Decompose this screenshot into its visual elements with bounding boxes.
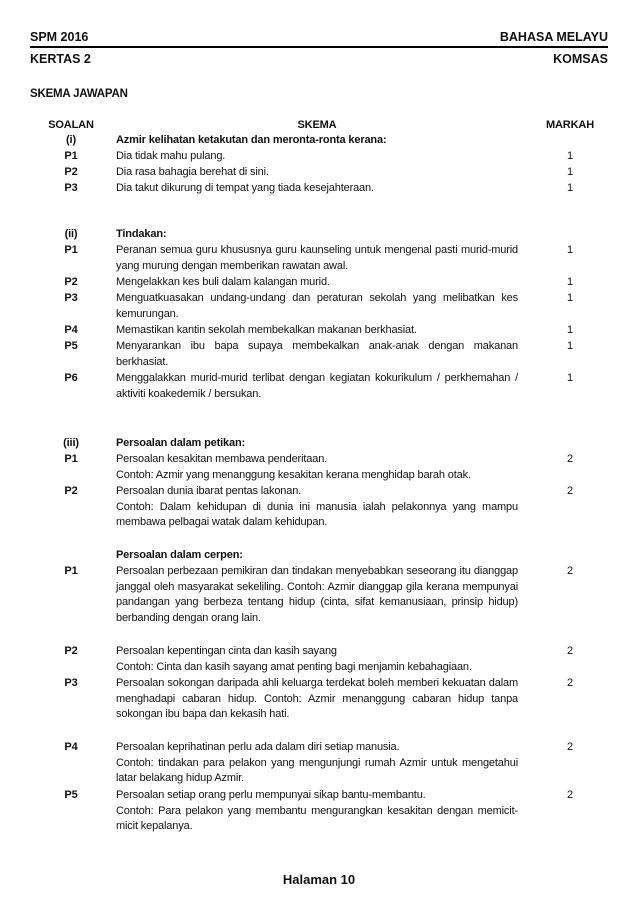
item-label: P4 — [64, 741, 78, 753]
item-mark: 2 — [567, 565, 573, 577]
column-markah: MARKAH — [546, 119, 594, 131]
item-text — [116, 644, 518, 675]
column-soalan: SOALAN — [48, 119, 94, 131]
item-label: P3 — [64, 182, 78, 194]
item-text: Menggalakkan murid-murid terlibat dengan kegiatan kokurikulum / perkhemahan / aktiviti koakedemik / bersukan. — [116, 372, 518, 400]
item-statement: Persoalan keprihatinan perlu ada dalam diri setiap manusia. — [116, 741, 400, 753]
item-mark: 1 — [567, 182, 573, 194]
item-label: P2 — [64, 276, 78, 288]
item-mark: 2 — [567, 789, 573, 801]
item-statement: Persoalan sokongan daripada ahli keluarga terdekat boleh memberi kekuatan dalam menghadapi cabaran hidup. — [116, 677, 518, 705]
item-mark: 1 — [567, 340, 573, 352]
item-statement: Persoalan kepentingan cinta dan kasih sayang — [116, 645, 337, 657]
item-example: Contoh: Azmir dianggap gila kerana mempunyai pandangan yang berbeza tentang hidup (cinta, sifat kemanusiaan, prinsip hidup) berbanding dengan orang lain. — [116, 580, 519, 624]
item-text — [116, 788, 518, 835]
item-statement: Persoalan dunia ibarat pentas lakonan. — [116, 485, 302, 497]
section-ii-label: (ii) — [64, 228, 78, 240]
item-text — [116, 452, 518, 483]
item-mark: 2 — [567, 453, 573, 465]
item-label: P5 — [64, 340, 78, 352]
item-label: P2 — [64, 485, 78, 497]
item-text: Memastikan kantin sekolah membekalkan makanan berkhasiat. — [116, 324, 417, 336]
header-row-1 — [30, 30, 608, 44]
item-label: P3 — [64, 292, 78, 304]
header-paper: KERTAS 2 — [30, 52, 91, 66]
item-text — [116, 676, 518, 723]
item-label: P1 — [64, 453, 78, 465]
item-mark: 1 — [567, 166, 573, 178]
header-divider — [30, 46, 608, 48]
item-mark: 1 — [567, 150, 573, 162]
item-statement: Persoalan kesakitan membawa penderitaan. — [116, 453, 328, 465]
item-mark: 2 — [567, 677, 573, 689]
item-mark: 1 — [567, 292, 573, 304]
item-text — [116, 740, 518, 787]
section-ii-heading: Tindakan: — [116, 228, 167, 240]
item-statement: Persoalan perbezaan pemikiran dan tindakan menyebabkan seseorang itu dianggap janggal oleh masyarakat sekeliling. — [116, 565, 518, 593]
item-text: Menguatkuasakan undang-undang dan peraturan sekolah yang melibatkan kes kemurungan. — [116, 292, 518, 320]
section-i-heading: Azmir kelihatan ketakutan dan meronta-ronta kerana: — [116, 134, 387, 146]
item-example: Contoh: Para pelakon yang membantu mengurangkan kesakitan dengan memicit-micit kepalanya. — [116, 804, 518, 833]
item-mark: 2 — [567, 645, 573, 657]
item-example: Contoh: Azmir menanggung cabaran hidup tanpa sokongan ibu bapa dan kekasih hati. — [116, 692, 518, 721]
item-text — [116, 484, 518, 531]
item-example: Contoh: Cinta dan kasih sayang amat penting bagi menjamin kebahagiaan. — [116, 660, 472, 673]
item-label: P1 — [64, 150, 78, 162]
item-mark: 1 — [567, 244, 573, 256]
item-statement: Persoalan setiap orang perlu mempunyai sikap bantu-membantu. — [116, 789, 426, 801]
column-skema: SKEMA — [297, 119, 337, 131]
item-example: Contoh: Azmir yang menanggung kesakitan kerana menghidap barah otak. — [116, 468, 471, 481]
subsection-heading: Persoalan dalam cerpen: — [116, 549, 243, 561]
item-text: Mengelakkan kes buli dalam kalangan murid. — [116, 276, 330, 288]
item-text: Peranan semua guru khususnya guru kaunseling untuk mengenal pasti murid-murid yang murung dengan memberikan rawatan awal. — [116, 244, 518, 272]
header-subject: BAHASA MELAYU — [499, 30, 608, 44]
item-text — [116, 564, 518, 626]
item-mark: 1 — [567, 372, 573, 384]
item-label: P2 — [64, 166, 78, 178]
item-text: Menyarankan ibu bapa supaya membekalkan anak-anak dengan makanan berkhasiat. — [116, 340, 518, 368]
item-label: P6 — [64, 372, 78, 384]
item-label: P2 — [64, 645, 78, 657]
page-number: Halaman 10 — [282, 872, 356, 887]
item-label: P1 — [64, 244, 78, 256]
item-text: Dia tidak mahu pulang. — [116, 150, 226, 162]
section-iii-label: (iii) — [63, 437, 79, 449]
item-mark: 1 — [567, 324, 573, 336]
header-component: KOMSAS — [553, 52, 608, 66]
section-iii-heading: Persoalan dalam petikan: — [116, 437, 246, 449]
item-label: P1 — [64, 565, 78, 577]
item-text: Dia takut dikurung di tempat yang tiada kesejahteraan. — [116, 182, 374, 194]
item-mark: 2 — [567, 485, 573, 497]
item-mark: 1 — [567, 276, 573, 288]
item-label: P3 — [64, 677, 78, 689]
header-exam-year: SPM 2016 — [30, 30, 89, 44]
item-text: Dia rasa bahagia berehat di sini. — [116, 166, 269, 178]
header-row-2 — [30, 52, 608, 66]
item-mark: 2 — [567, 741, 573, 753]
item-label: P5 — [64, 789, 78, 801]
page-title: SKEMA JAWAPAN — [30, 88, 128, 100]
section-i-label: (i) — [66, 134, 76, 146]
item-example: Contoh: Dalam kehidupan di dunia ini manusia ialah pelakonnya yang mampu membawa pelbagai watak dalam kehidupan. — [116, 500, 518, 529]
item-example: Contoh: tindakan para pelakon yang mengunjungi rumah Azmir untuk mengetahui latar belakang hidup Azmir. — [116, 756, 518, 785]
item-label: P4 — [64, 324, 78, 336]
